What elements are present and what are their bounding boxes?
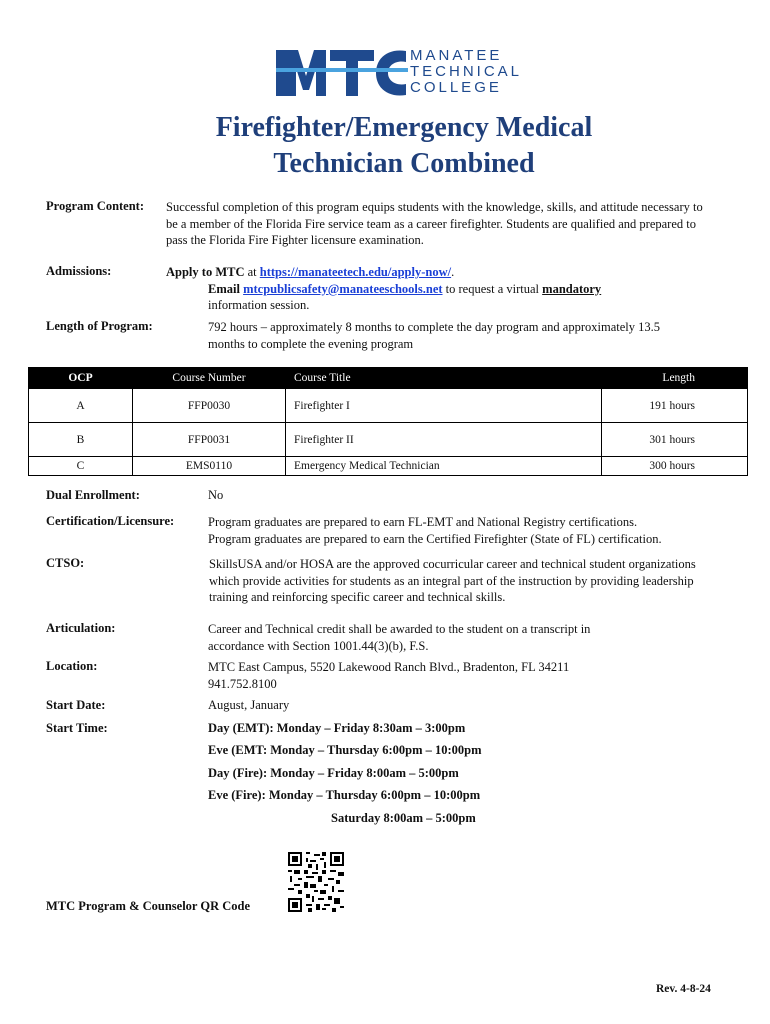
logo-line-1: MANATEE (410, 47, 503, 64)
row-ocp: B (29, 423, 133, 457)
length-text: 792 hours – approximately 8 months to complete the day program and approximately 13.5 months to complete the evening program (208, 320, 660, 351)
apply-suffix: . (451, 265, 455, 279)
apply-prefix: Apply to MTC (166, 265, 245, 279)
qr-code-icon[interactable] (288, 852, 344, 912)
certification-line-2: Program graduates are prepared to earn the Certified Firefighter (State of FL) certification. (208, 531, 662, 546)
dual-enrollment-value: No (208, 488, 224, 502)
header-course-title: Course Title (286, 368, 602, 389)
schedule-line: Saturday 8:00am – 5:00pm (331, 811, 476, 825)
certification-text (208, 514, 738, 547)
logo-line-3: COLLEGE (410, 79, 502, 96)
admissions-text (166, 264, 726, 314)
table-row (29, 457, 748, 476)
schedule-line: Eve (EMT: Monday – Thursday 6:00pm – 10:00pm (208, 743, 482, 757)
articulation-text: Career and Technical credit shall be awarded to the student on a transcript in accordance with Section 1001.44(3)(b), F.S. (208, 622, 591, 653)
articulation-label: Articulation: (46, 621, 116, 635)
dual-enrollment-label: Dual Enrollment: (46, 488, 140, 502)
info-session-text: information session. (208, 298, 310, 312)
start-time-label: Start Time: (46, 721, 108, 735)
row-course-number: EMS0110 (133, 457, 286, 476)
program-content-label: Program Content: (46, 199, 145, 213)
course-table (28, 367, 748, 476)
logo-line-2: TECHNICAL (410, 63, 523, 80)
header-length: Length (602, 368, 748, 389)
ctso-label: CTSO: (46, 556, 85, 570)
row-course-title: Firefighter I (286, 389, 602, 423)
schedule-line: Eve (Fire): Monday – Thursday 6:00pm – 10:00pm (208, 788, 481, 802)
row-course-number: FFP0030 (133, 389, 286, 423)
location-text (208, 659, 708, 692)
page-title-line-1: Firefighter/Emergency Medical (215, 112, 593, 143)
row-length: 191 hours (602, 389, 748, 423)
start-date-value: August, January (208, 698, 290, 712)
page-title (0, 110, 770, 182)
revision-label: Rev. 4-8-24 (656, 983, 711, 995)
program-content-text: Successful completion of this program equips students with the knowledge, skills, and attitude necessary to be a member of the Florida Fire service team as a career firefighter. Students are qualified and prepared to pass the Florida Fire Fighter licensure examination. (166, 200, 703, 247)
row-length: 301 hours (602, 423, 748, 457)
table-header-row (29, 368, 748, 389)
location-address: MTC East Campus, 5520 Lakewood Ranch Blvd., Bradenton, FL 34211 (208, 660, 570, 674)
email-suffix: to request a virtual (442, 281, 543, 296)
admissions-label: Admissions: (46, 264, 112, 278)
schedule-line: Day (Fire): Monday – Friday 8:00am – 5:00pm (208, 766, 459, 780)
row-ocp: A (29, 389, 133, 423)
row-course-title: Firefighter II (286, 423, 602, 457)
certification-label: Certification/Licensure: (46, 514, 175, 528)
table-row (29, 389, 748, 423)
email-link[interactable]: mtcpublicsafety@manateeschools.net (243, 281, 443, 296)
location-phone: 941.752.8100 (208, 676, 277, 691)
certification-line-1: Program graduates are prepared to earn FL-EMT and National Registry certifications. (208, 515, 638, 529)
apply-at: at (244, 265, 260, 279)
ctso-text: SkillsUSA and/or HOSA are the approved cocurricular career and technical student organizations which provide activities for students as an integral part of the instruction by providing leadership training and reinforcing specific career and technical skills. (209, 557, 696, 604)
email-prefix: Email (208, 281, 240, 296)
table-row (29, 423, 748, 457)
header-ocp: OCP (29, 368, 133, 389)
mtc-logo (276, 46, 526, 102)
row-course-number: FFP0031 (133, 423, 286, 457)
start-date-label: Start Date: (46, 698, 106, 712)
mandatory-text: mandatory (542, 281, 602, 296)
header-course-number: Course Number (133, 368, 286, 389)
schedule-line: Day (EMT): Monday – Friday 8:30am – 3:00pm (208, 721, 466, 735)
row-ocp: C (29, 457, 133, 476)
row-length: 300 hours (602, 457, 748, 476)
qr-code-label: MTC Program & Counselor QR Code (46, 899, 251, 913)
length-label: Length of Program: (46, 319, 153, 333)
page-title-line-2: Technician Combined (273, 148, 535, 179)
apply-link[interactable]: https://manateetech.edu/apply-now/ (259, 265, 452, 279)
row-course-title: Emergency Medical Technician (286, 457, 602, 476)
location-label: Location: (46, 659, 98, 673)
